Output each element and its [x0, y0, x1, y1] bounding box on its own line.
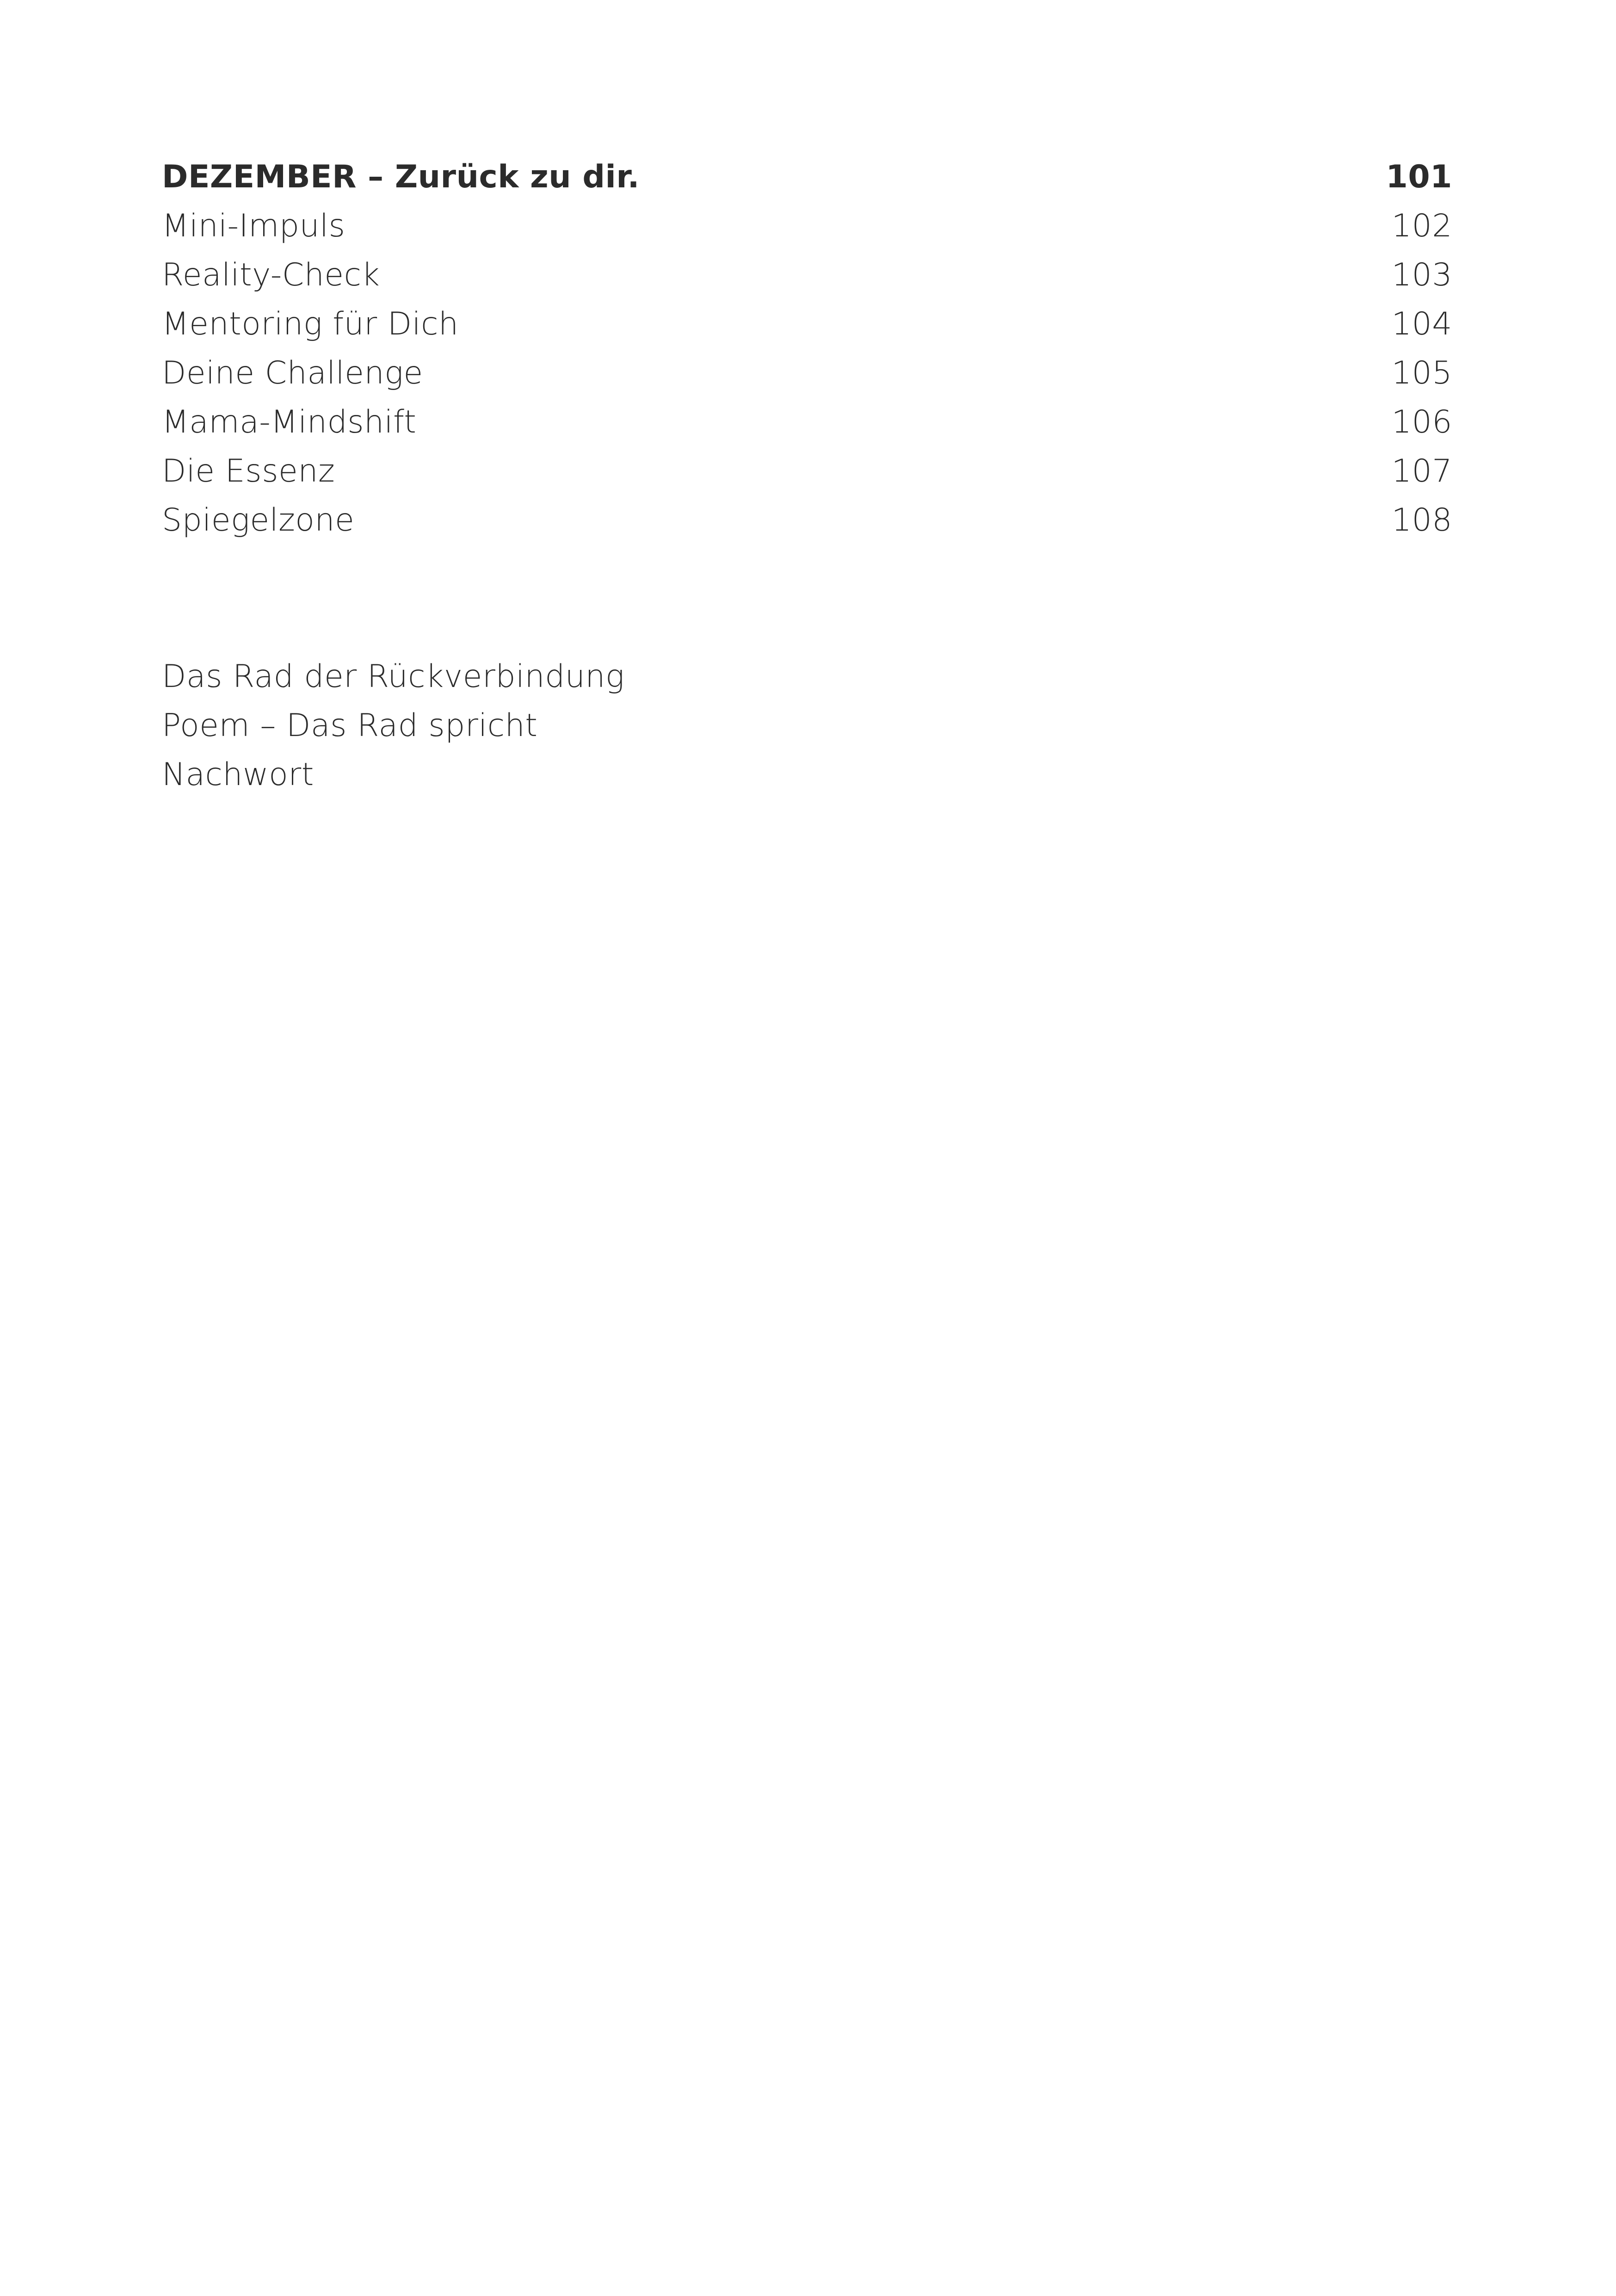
toc-entry-page: 108: [1391, 502, 1452, 538]
toc-entry[interactable]: [162, 398, 1452, 447]
toc-entry-page: 103: [1391, 257, 1452, 293]
toc-entry-page: 106: [1391, 404, 1452, 440]
toc-entry-title: Reality-Check: [162, 257, 380, 293]
table-of-contents: [162, 153, 1452, 545]
toc-entry[interactable]: [162, 251, 1452, 300]
toc-entry-title: Spiegelzone: [162, 502, 355, 538]
toc-entry[interactable]: [162, 300, 1452, 349]
toc-entry[interactable]: [162, 349, 1452, 398]
toc-entry-title: Mentoring für Dich: [162, 306, 459, 342]
appendix-item[interactable]: Poem – Das Rad spricht: [162, 707, 538, 744]
toc-entry[interactable]: [162, 496, 1452, 545]
toc-entry-title: Deine Challenge: [162, 355, 423, 391]
toc-entry-page: 107: [1391, 453, 1452, 489]
appendix-item[interactable]: Das Rad der Rückverbindung: [162, 658, 625, 695]
toc-chapter-title: DEZEMBER – Zurück zu dir.: [162, 159, 640, 195]
toc-chapter-page: 101: [1386, 159, 1452, 195]
toc-entry-page: 102: [1391, 208, 1452, 244]
toc-entry-page: 105: [1391, 355, 1452, 391]
toc-chapter-row[interactable]: [162, 153, 1452, 202]
toc-entry-title: Mini-Impuls: [162, 208, 345, 244]
toc-entry[interactable]: [162, 447, 1452, 496]
toc-entry-title: Die Essenz: [162, 453, 335, 489]
appendix-list: [162, 652, 1452, 799]
toc-entry-page: 104: [1391, 306, 1452, 342]
appendix-item[interactable]: Nachwort: [162, 756, 314, 793]
toc-entry[interactable]: [162, 202, 1452, 251]
toc-entry-title: Mama-Mindshift: [162, 404, 417, 440]
